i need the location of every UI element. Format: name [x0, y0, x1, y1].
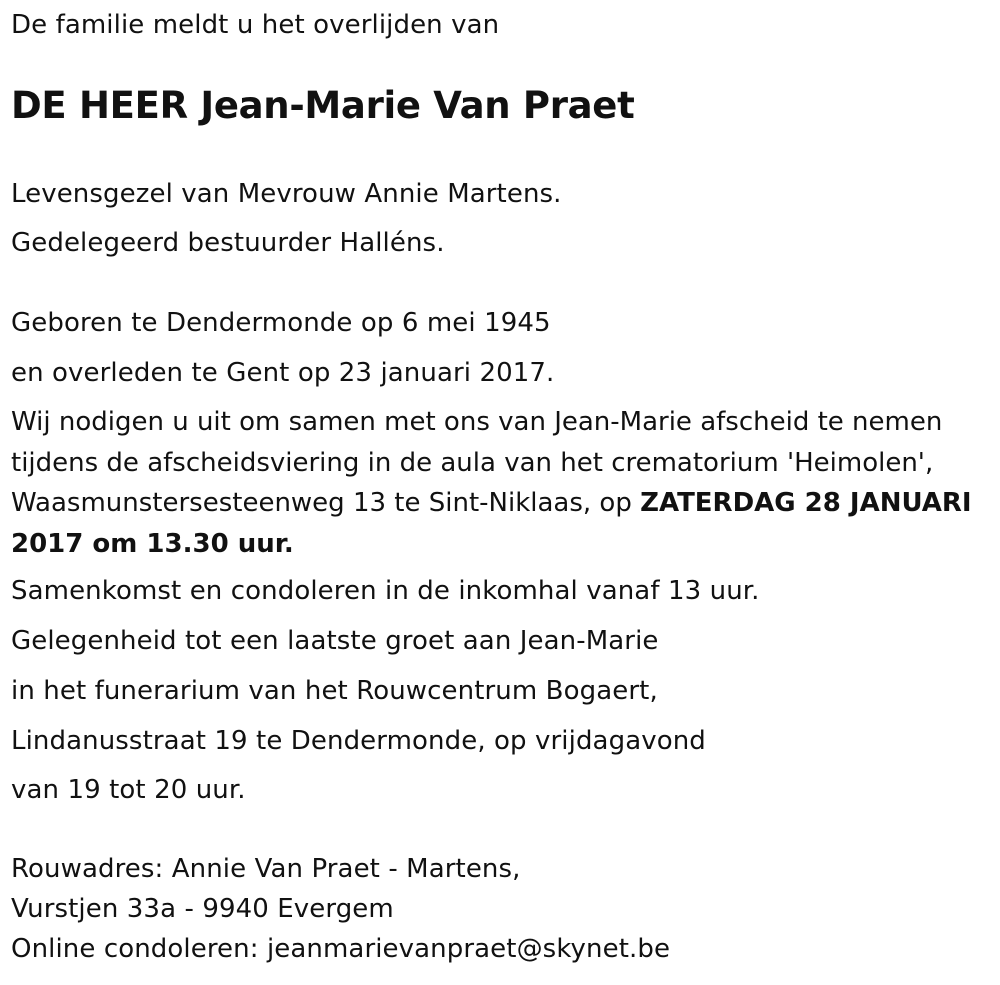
farewell-line-2: in het funerarium van het Rouwcentrum Bogaert, — [11, 676, 658, 706]
gathering-line: Samenkomst en condoleren in de inkomhal vanaf 13 uur. — [11, 576, 760, 606]
address-line-2: Vurstjen 33a - 9940 Evergem — [11, 894, 394, 924]
farewell-line-4: van 19 tot 20 uur. — [11, 775, 246, 805]
invitation-text: Wij nodigen u uit om samen met ons van Jean-Marie afscheid te nemen tijdens de afscheidsviering in de aula van het crematorium 'Heimolen', Waasmunstersesteenweg 13 te Sint-Niklaas, op — [11, 407, 943, 518]
farewell-line-3: Lindanusstraat 19 te Dendermonde, op vrijdagavond — [11, 726, 706, 756]
farewell-line-1: Gelegenheid tot een laatste groet aan Jean-Marie — [11, 626, 659, 656]
deceased-name-title: DE HEER Jean-Marie Van Praet — [11, 84, 635, 127]
ceremony-date-time: ZATERDAG 28 JANUARI 2017 om 13.30 uur. — [11, 488, 972, 559]
birth-line: Geboren te Dendermonde op 6 mei 1945 — [11, 308, 551, 338]
intro-text: De familie meldt u het overlijden van — [11, 10, 500, 40]
relation-function: Gedelegeerd bestuurder Halléns. — [11, 228, 445, 258]
online-condolence-line: Online condoleren: jeanmarievanpraet@skynet.be — [11, 934, 671, 964]
relation-partner: Levensgezel van Mevrouw Annie Martens. — [11, 179, 562, 209]
address-line-1: Rouwadres: Annie Van Praet - Martens, — [11, 854, 521, 884]
death-line: en overleden te Gent op 23 januari 2017. — [11, 358, 555, 388]
invitation-paragraph — [11, 402, 986, 564]
